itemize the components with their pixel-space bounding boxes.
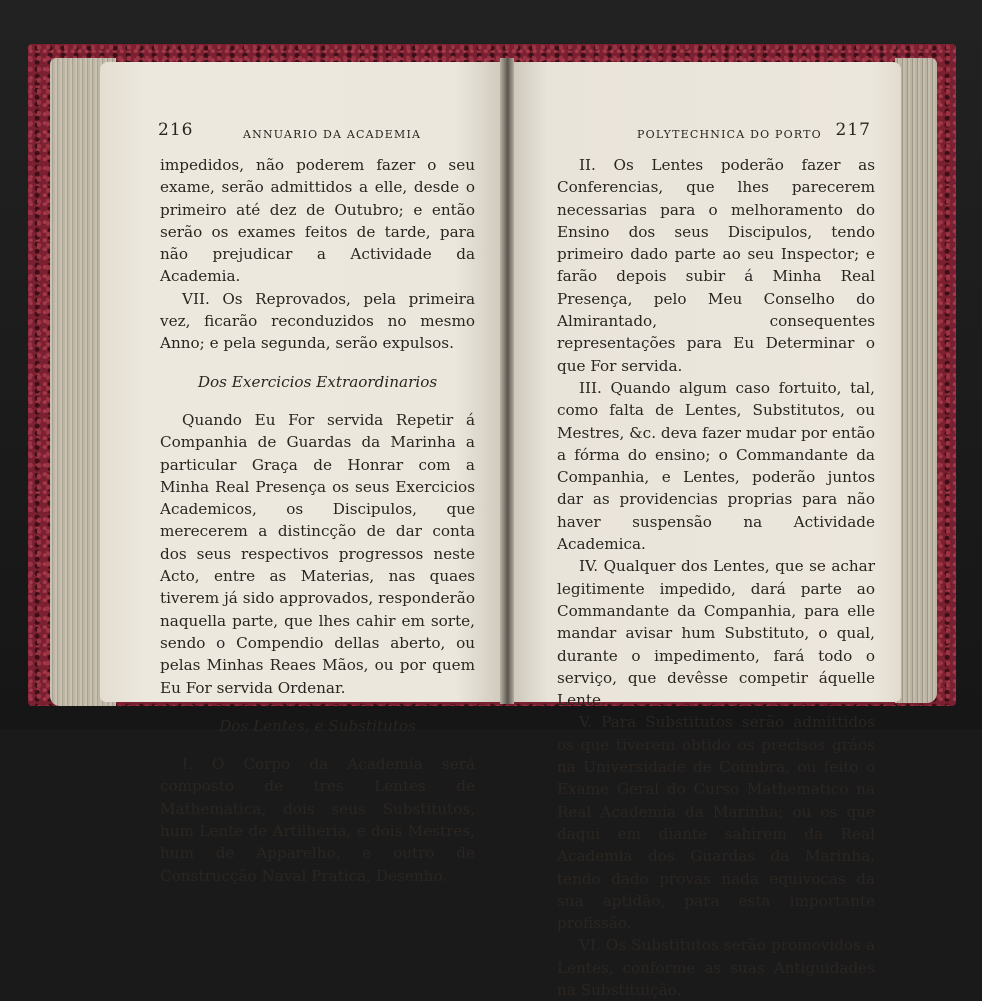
right-page-header (567, 120, 871, 146)
paragraph-ii: II. Os Lentes poderão fazer as Conferencias, que lhes parecerem necessarias para o melhoramento do Ensino dos seus Discipulos, tendo primeiro dado parte ao seu Inspector; e farão depois subir á Minha Real Presença, pelo Meu Conselho do Almirantado, consequentes representações para Eu Determinar o que For servida. (557, 156, 875, 375)
right-page-body (557, 154, 875, 1001)
paragraph-i: I. O Corpo da Academia será composto de tres Lentes de Mathematica, dois seus Substitutos, hum Lente de Artilheria, e dois Mestres, hum de Apparelho, e outro de Construcção Naval Pratica, Desenho. (160, 755, 475, 885)
paragraph-exercicios: Quando Eu For servida Repetir á Companhia de Guardas da Marinha a particular Graça de Honrar com a Minha Real Presença os seus Exercicios Academicos, os Discipulos, que merecerem a distincção de dar conta dos seus respectivos progressos neste Acto, entre as Materias, nas quaes tiverem já sido approvados, responderão naquella parte, que lhes cahir em sorte, sendo o Compendio dellas aberto, ou pelas Minhas Reaes Mãos, ou por quem Eu For servida Ordenar. (160, 410, 475, 697)
left-page (100, 62, 504, 885)
book-gutter (500, 58, 514, 704)
right-running-head: POLYTECHNICA DO PORTO (637, 128, 822, 141)
left-running-head: ANNUARIO DA ACADEMIA (243, 128, 422, 141)
left-page-body (160, 154, 475, 887)
section-heading-exercicios: Dos Exercicios Extraordinarios (197, 372, 438, 391)
paragraph-iv: IV. Qualquer dos Lentes, que se achar legitimente impedido, dará parte ao Commandante da Companhia, para elle mandar avisar hum Substituto, o qual, durante o impedimento, fará todo o serviço, que devêsse competir áquelle Lente. (557, 557, 875, 710)
right-page-edges (895, 58, 937, 703)
paragraph-vii: VII. Os Reprovados, pela primeira vez, ficarão reconduzidos no mesmo Anno; e pela segunda, serão expulsos. (160, 289, 475, 353)
right-page-number: 217 (835, 120, 871, 140)
left-page-header (158, 120, 474, 146)
paragraph-iii: III. Quando algum caso fortuito, tal, como falta de Lentes, Substitutos, ou Mestres, &c. deva fazer mudar por então a fórma do ensino; o Commandante da Companhia, e Lentes, poderão juntos dar as providencias proprias para não haver suspensão na Actividade Academica. (557, 378, 875, 554)
right-page (509, 62, 901, 999)
section-heading-lentes: Dos Lentes, e Substitutos (219, 716, 416, 735)
left-page-number: 216 (158, 120, 194, 140)
paragraph-continued: impedidos, não poderem fazer o seu exame, serão admittidos a elle, desde o primeiro até dez de Outubro; e então serão os exames feitos de tarde, para não prejudicar a Actividade da Academia. (160, 156, 475, 286)
paragraph-vi: VI. Os Substitutos serão promovidos a Lentes, conforme as suas Antiguidades na Substituição. (557, 936, 875, 999)
paragraph-v: V. Para Substitutos serão admittidos os que tiverem obtido os precisos gráos na Universidade de Coimbra, ou feito o Exame Geral do Curso Mathematico na Real Academia da Marinha; ou os que daqui em diante sahirem da Real Academia dos Guardas da Marinha, tendo dado provas nada equivocas da sua aptidão, para esta importante profissão. (557, 713, 875, 933)
